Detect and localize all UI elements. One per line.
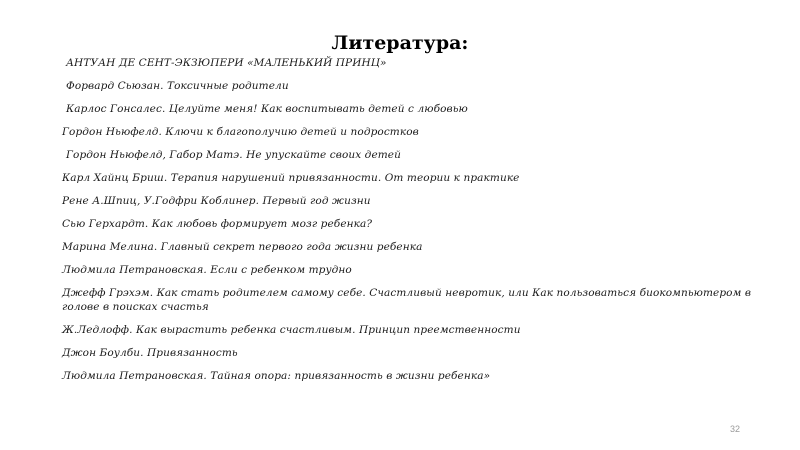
reference-item: Карлос Гонсалес. Целуйте меня! Как воспитывать детей с любовью (66, 103, 468, 115)
reference-item: Джефф Грэхэм. Как стать родителем самому себе. Счастливый невротик, или Как пользоваться биокомпьютером в голове в поисках счастья (62, 287, 752, 313)
reference-item: Людмила Петрановская. Тайная опора: привязанность в жизни ребенка» (62, 370, 491, 382)
reference-item: Сью Герхардт. Как любовь формирует мозг ребенка? (62, 218, 373, 230)
reference-item: Форвард Сьюзан. Токсичные родители (66, 80, 289, 92)
reference-item: Карл Хайнц Бриш. Терапия нарушений привязанности. От теории к практике (62, 172, 520, 184)
slide-title: Литература: (331, 32, 469, 54)
reference-item: Джон Боулби. Привязанность (62, 347, 238, 359)
reference-item: Ж.Ледлофф. Как вырастить ребенка счастливым. Принцип преемственности (62, 324, 521, 336)
reference-item: АНТУАН ДЕ СЕНТ-ЭКЗЮПЕРИ «МАЛЕНЬКИЙ ПРИНЦ» (66, 57, 387, 69)
reference-item: Людмила Петрановская. Если с ребенком трудно (62, 264, 352, 276)
reference-item: Гордон Ньюфелд, Габор Матэ. Не упускайте своих детей (66, 149, 401, 161)
reference-item: Гордон Ньюфелд. Ключи к благополучию детей и подростков (62, 126, 419, 138)
reference-item: Рене А.Шпиц, У.Годфри Коблинер. Первый год жизни (62, 195, 371, 207)
reference-list (62, 56, 752, 383)
page-number: 32 (729, 424, 740, 434)
reference-item: Марина Мелина. Главный секрет первого года жизни ребенка (62, 241, 423, 253)
